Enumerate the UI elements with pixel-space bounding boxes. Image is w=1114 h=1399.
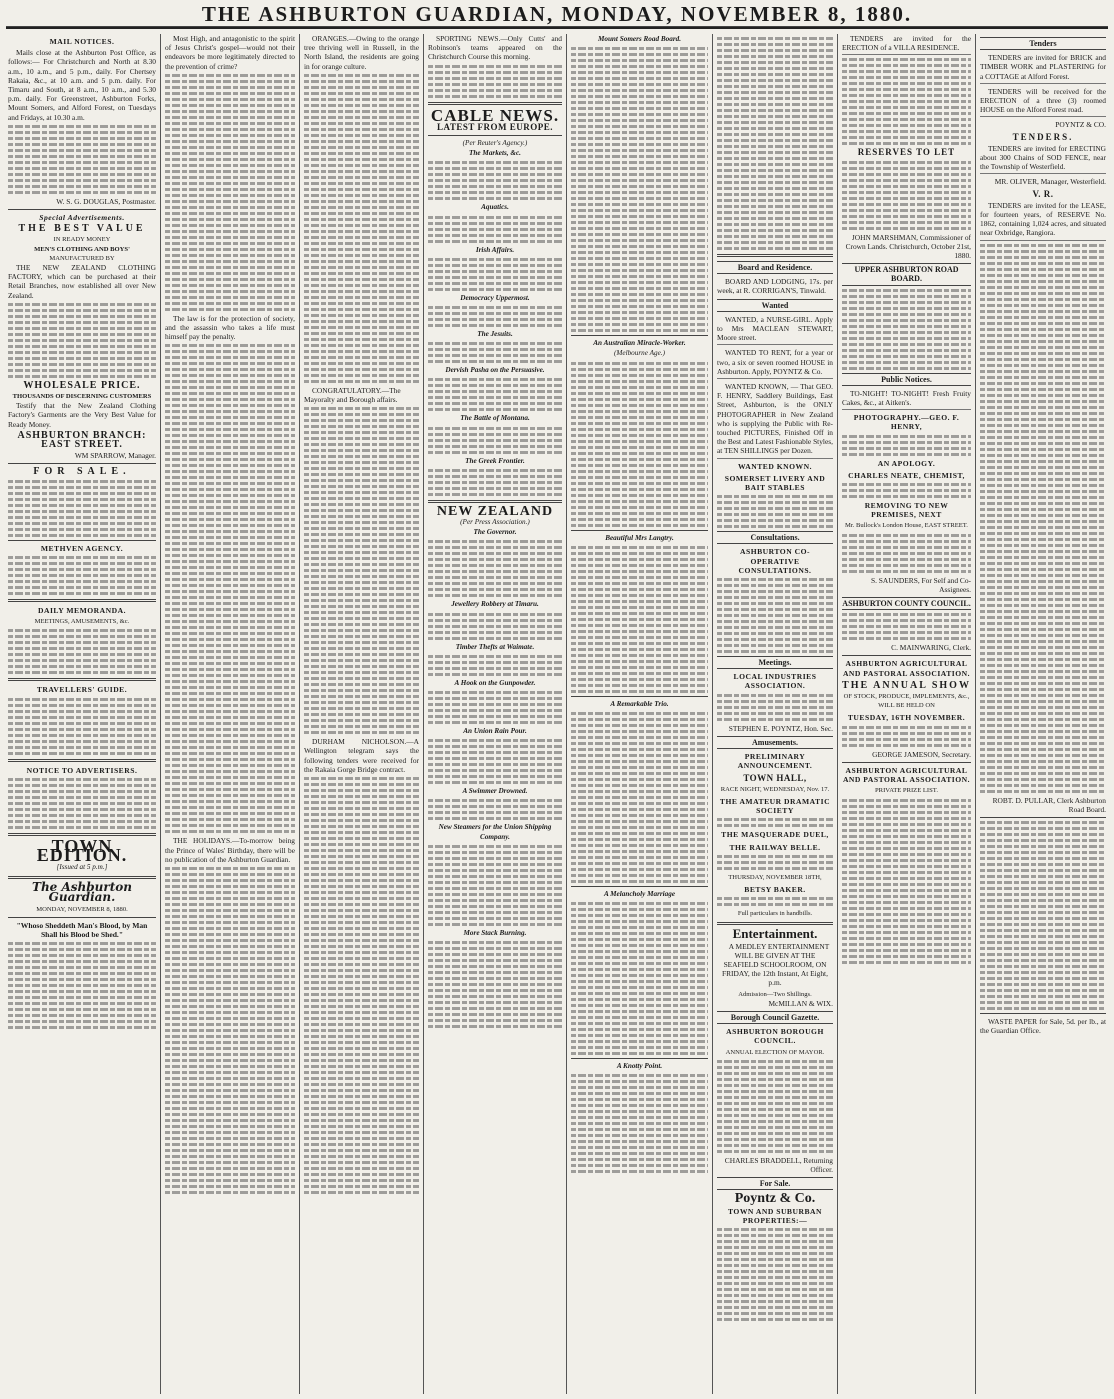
annual-show-heading: THE ANNUAL SHOW <box>842 679 971 691</box>
oliver-signature: MR. OLIVER, Manager, Westerfield. <box>994 177 1106 187</box>
text-block <box>717 818 833 827</box>
text-block <box>571 1074 708 1173</box>
text-block <box>304 777 419 1194</box>
race-night-text: RACE NIGHT, WEDNESDAY, Nov. 17. <box>720 785 830 793</box>
amusements-heading: Amusements. <box>717 736 833 749</box>
reserves-heading: RESERVES TO LET <box>857 147 956 158</box>
travellers-guide-heading: TRAVELLERS' GUIDE. <box>36 685 128 695</box>
special-ads-heading: Special Advertisements. <box>39 213 125 223</box>
county-council-heading: ASHBURTON COUNTY COUNCIL. <box>842 597 971 610</box>
masthead-rule <box>6 26 1108 29</box>
railway-belle-heading: THE RAILWAY BELLE. <box>729 842 821 852</box>
text-block <box>842 289 971 370</box>
mainwaring-signature: C. MAINWARING, Clerk. <box>891 643 971 653</box>
remarkable-trio-heading: A Remarkable Trio. <box>610 699 669 708</box>
town-hall-heading: TOWN HALL, <box>743 772 807 783</box>
text-block <box>842 726 971 747</box>
text-block <box>428 427 562 454</box>
stokes-tender: TENDERS are invited for the ERECTION of a VILLA RESIDENCE. <box>842 34 971 55</box>
text-block <box>8 480 156 537</box>
governor-heading: The Governor. <box>473 528 517 537</box>
tuesday-heading: TUESDAY, 16TH NOVEMBER. <box>847 713 966 723</box>
paper-name: The Ashburton Guardian. <box>32 880 132 904</box>
jewellery-heading: Jewellery Robbery at Timaru. <box>451 600 539 609</box>
board-residence-heading: Board and Residence. <box>717 261 833 274</box>
column-6 <box>712 34 837 1394</box>
agri-association-heading-2: ASHBURTON AGRICULTURAL AND PASTORAL ASSOCIATION. <box>842 765 971 785</box>
leader-heading: "Whoso Sheddeth Man's Blood, by Man Shall his Blood be Shed." <box>16 920 148 940</box>
text-block <box>717 1228 833 1321</box>
wanted-known-henry: WANTED KNOWN, — That GEO. F. HENRY, Saddlery Buildings, East Street, Ashburton, is the ONLY PHOTOGRAPHER in New Zealand who is supplying the Public with Re-touched PICTURES, Finished Off in the Best and Latest Fashionable Styles, at TEN SHILLINGS per Dozen. <box>717 382 833 459</box>
secretary-signature: STEPHEN E. POYNTZ, Hon. Sec. <box>728 723 833 733</box>
text-block <box>8 698 156 755</box>
tenders-bridge-text: DURHAM NICHOLSON.—A Wellington telegram says the following tenders were received for the Rakaia Gorge Bridge contract. <box>304 737 419 774</box>
private-prize-list: PRIVATE PRIZE LIST. <box>875 787 938 795</box>
text-block <box>428 613 562 640</box>
borough-gazette-heading: Borough Council Gazette. <box>717 1011 833 1024</box>
aquatics-heading: Aquatics. <box>481 203 509 212</box>
gunpowder-heading: A Hook on the Gunpowder. <box>454 678 536 687</box>
tenders-heading-2: TENDERS. <box>1012 131 1074 142</box>
text-block <box>717 578 833 653</box>
removing-heading: REMOVING TO NEW PREMISES, NEXT <box>864 501 949 520</box>
masthead <box>0 2 1114 32</box>
oranges-text: ORANGES.—Owing to the orange tree thriving well in Russell, in the North Island, the residents are going in for orange culture. <box>304 34 419 71</box>
text-block <box>428 65 562 98</box>
amateur-heading: THE AMATEUR DRAMATIC SOCIETY <box>719 796 831 816</box>
text-block <box>571 546 708 693</box>
pullar-signature: ROBT. D. PULLAR, Clerk Ashburton Road Board. <box>992 795 1106 814</box>
wanted-known-heading: WANTED KNOWN. <box>737 461 812 471</box>
knotty-point-heading: A Knotty Point. <box>616 1062 663 1071</box>
melbourne-age-note: (Melbourne Age.) <box>614 349 665 358</box>
union-rain-heading: An Union Rain Pour. <box>463 727 527 736</box>
agri-association-heading: ASHBURTON AGRICULTURAL AND PASTORAL ASSOCIATION. <box>842 659 971 678</box>
text-block <box>717 1060 833 1153</box>
town-edition-heading: TOWN EDITION. <box>36 835 128 865</box>
press-association-note: (Per Press Association.) <box>460 518 530 527</box>
testify-text: Testify that the New Zealand Clothing Factory's Garments are the Very Best Value for Ready Money. <box>8 401 156 429</box>
meetings-heading: Meetings. <box>717 656 833 669</box>
dateline: MONDAY, NOVEMBER 8, 1880. <box>36 905 128 913</box>
thursday-text: THURSDAY, NOVEMBER 18TH, <box>728 873 822 881</box>
column-7 <box>837 34 975 1394</box>
montana-heading: The Battle of Montana. <box>460 414 530 423</box>
held-on-text: WILL BE HELD ON <box>878 702 935 710</box>
manager-signature: WM SPARROW, Manager. <box>74 451 156 461</box>
methven-heading: METHVEN AGENCY. <box>40 543 124 553</box>
text-block <box>428 691 562 724</box>
text-block <box>428 845 562 926</box>
wholesale-heading: WHOLESALE PRICE. <box>23 379 141 391</box>
waste-paper-ad: WASTE PAPER for Sale, 5d. per lb., at the Guardian Office. <box>980 1017 1106 1036</box>
text-block <box>304 74 419 383</box>
text-block <box>571 47 708 332</box>
langtry-heading: Beautiful Mrs Langtry. <box>605 533 674 542</box>
tender-sod-fence: TENDERS are invited for ERECTING about 300 Chains of SOD FENCE, near the Township of Westerfield. <box>980 144 1106 175</box>
marshman-signature: JOHN MARSHMAN, Commissioner of Crown Lands. Christchurch, October 21st, 1880. <box>845 232 971 261</box>
saunders-signature: S. SAUNDERS, For Self and Co-Assignees. <box>871 575 971 594</box>
text-block <box>717 37 833 250</box>
text-block <box>165 867 295 1194</box>
betsy-baker-heading: BETSY BAKER. <box>744 884 806 894</box>
clothing-text: MEN'S CLOTHING AND BOYS' <box>34 245 130 253</box>
returning-officer-signature: CHARLES BRADDELL, Returning Officer. <box>724 1155 833 1174</box>
jameson-signature: GEORGE JAMESON, Secretary. <box>872 749 971 759</box>
column-5 <box>566 34 712 1394</box>
text-block <box>428 216 562 243</box>
consultations-heading: Consultations. <box>717 531 833 544</box>
mail-notices-heading: MAIL NOTICES. <box>49 37 115 46</box>
entertainment-heading: Entertainment. <box>732 926 818 942</box>
jesuits-heading: The Jesuits. <box>477 330 513 339</box>
local-industries-heading: LOCAL INDUSTRIES ASSOCIATION. <box>733 672 817 691</box>
text-block <box>428 161 562 200</box>
text-block <box>8 303 156 378</box>
wanted-nurse-girl: WANTED, a NURSE-GIRL. Apply to Mrs MACLEAN STEWART, Moore street. <box>717 315 833 346</box>
text-block <box>428 378 562 411</box>
poyntz-heading: Poyntz & Co. <box>734 1191 816 1207</box>
tender-house: TENDERS will be received for the ERECTION of a three (3) roomed HOUSE on the Alford Forest road. <box>980 87 1106 118</box>
wanted-heading: Wanted <box>717 299 833 312</box>
leader-text-b: The law is for the protection of society, and the assassin who takes a life must himself pay the penalty. <box>165 313 295 342</box>
text-block <box>980 244 1106 793</box>
text-block <box>571 362 708 527</box>
text-block <box>980 821 1106 1010</box>
text-block <box>8 556 156 595</box>
mcmillan-signature: McMILLAN & WIX. <box>768 998 833 1008</box>
livery-heading: SOMERSET LIVERY AND BAIT STABLES <box>724 473 826 493</box>
branch-heading: ASHBURTON BRANCH: EAST STREET. <box>17 429 147 451</box>
drowned-heading: A Swimmer Drowned. <box>462 787 528 796</box>
text-block <box>8 778 156 829</box>
text-block <box>8 629 156 674</box>
text-block <box>428 739 562 784</box>
duel-heading: THE MASQUERADE DUEL, <box>721 830 829 840</box>
text-block <box>428 655 562 676</box>
poyntz-signature: POYNTZ & CO. <box>1055 120 1106 130</box>
steamers-heading: New Steamers for the Union Shipping Company. <box>438 823 552 841</box>
text-block <box>842 534 971 573</box>
for-sale-heading: FOR SALE. <box>33 466 131 478</box>
latest-from-europe: LATEST FROM EUROPE. <box>437 121 553 132</box>
irish-affairs-heading: Irish Affairs. <box>475 245 515 254</box>
best-value-heading: THE BEST VALUE <box>18 223 146 235</box>
notice-advertisers-heading: NOTICE TO ADVERTISERS. <box>26 765 138 775</box>
leader-text-a: Most High, and antagonistic to the spirit of Jesus Christ's gospel—would not their endeavors be more legitimately directed to the prevention of crime? <box>165 34 295 71</box>
shop-text: Mr. Bullock's London House, EAST STREET. <box>845 522 968 530</box>
daily-memoranda-heading: DAILY MEMORANDA. <box>37 605 126 615</box>
tender-lease: TENDERS are invited for the LEASE, for fourteen years, of RESERVE No. 1862, containing 1,024 acres, and situated near Oxbridge, Rangiora. <box>980 201 1106 241</box>
mount-somers-heading: Mount Somers Road Board. <box>597 35 682 43</box>
new-zealand-heading: NEW ZEALAND <box>436 503 554 519</box>
mail-notices-text: Mails close at the Ashburton Post Office, as follows:— For Christchurch and North at 8.30 a.m., 10 a.m., and 5 p.m., daily. For Chertsey Rakaia, &c., at 10 a.m. and 5 p.m. daily. For Timaru and South, at 8 a.m., 10 a.m., and 5.30 p.m. daily. For Greenstreet, Ashburton Forks, Mount Somers, and Alford Forest, on Tuesdays and Fridays, at 10.30 a.m. <box>8 48 156 122</box>
vr-heading: V. R. <box>1032 188 1054 199</box>
column-3 <box>299 34 423 1394</box>
text-block <box>842 613 971 640</box>
text-block <box>842 799 971 964</box>
wanted-to-rent: WANTED TO RENT, for a year or two, a six or seven roomed HOUSE in Ashburton. Apply, POYNTZ & Co. <box>717 348 833 379</box>
upper-ashburton-heading: UPPER ASHBURTON ROAD BOARD. <box>842 263 971 285</box>
text-block <box>165 74 295 311</box>
text-block <box>428 941 562 1028</box>
text-block <box>8 942 156 1029</box>
stack-burning-heading: More Stack Burning. <box>463 928 527 937</box>
town-suburban-heading: TOWN AND SUBURBAN PROPERTIES:— <box>727 1206 822 1225</box>
stock-text: OF STOCK, PRODUCE, IMPLEMENTS, &c., <box>843 693 970 701</box>
miracle-worker-heading: An Australian Miracle-Worker. <box>593 339 686 348</box>
text-block <box>428 258 562 291</box>
issued-note: [Issued at 5 p.m.] <box>56 863 108 872</box>
text-block <box>571 902 708 1055</box>
melancholy-marriage-heading: A Melancholy Marriage <box>603 890 676 899</box>
text-block <box>165 344 295 833</box>
text-block <box>428 540 562 597</box>
congratulatory-text: CONGRATULATORY.—The Mayoralty and Borough affairs. <box>304 385 401 405</box>
column-1 <box>4 34 160 1394</box>
admission-text: Admission—Two Shillings. <box>738 990 812 998</box>
text-block <box>717 495 833 528</box>
text-block <box>842 161 971 230</box>
medley-text: A MEDLEY ENTERTAINMENT WILL BE GIVEN AT THE SEAFIELD SCHOOLROOM, ON FRIDAY, the 12th Instant, At Eight, p.m. <box>722 941 830 988</box>
tonight-ad: TO-NIGHT! TO-NIGHT! Fresh Fruity Cakes, &c., at Aitken's. <box>842 389 971 410</box>
full-particulars: Full particulars in handbills. <box>737 910 813 918</box>
preliminary-heading: PRELIMINARY ANNOUNCEMENT. <box>737 752 813 771</box>
holidays-text: THE HOLIDAYS.—To-morrow being the Prince of Wales' Birthday, there will be no publication of the Ashburton Guardian. <box>165 836 295 864</box>
public-notices-heading: Public Notices. <box>842 373 971 386</box>
text-block <box>842 58 971 145</box>
tender-cottage: TENDERS are invited for BRICK and TIMBER WORK and PLASTERING for a COTTAGE at Alford Forest. <box>980 53 1106 84</box>
manufactured-text: MANUFACTURED BY <box>49 254 115 262</box>
photography-heading: PHOTOGRAPHY.—GEO. F. HENRY, <box>853 413 960 432</box>
board-text: BOARD AND LODGING, 17s. per week, at R. CORRIGAN'S, Tinwald. <box>717 277 833 296</box>
factory-text: THE NEW ZEALAND CLOTHING FACTORY, which can be purchased at their Retail Branches, now established all over New Zealand. <box>8 263 156 300</box>
text-block <box>428 469 562 496</box>
column-4 <box>423 34 566 1394</box>
postmaster-signature: W. S. G. DOUGLAS, Postmaster. <box>56 196 156 206</box>
tenders-heading: Tenders <box>980 37 1106 50</box>
ready-money-text: IN READY MONEY <box>53 236 111 244</box>
markets-heading: The Markets, &c. <box>469 149 521 158</box>
text-block <box>717 694 833 721</box>
text-block <box>428 799 562 820</box>
text-block <box>842 483 971 498</box>
column-2 <box>160 34 299 1394</box>
text-block <box>428 306 562 327</box>
greek-frontier-heading: The Greek Frontier. <box>465 456 525 465</box>
text-block <box>304 407 419 734</box>
coop-heading: ASHBURTON CO-OPERATIVE CONSULTATIONS. <box>738 547 812 575</box>
text-block <box>428 342 562 363</box>
timber-heading: Timber Thefts at Waimate. <box>455 642 535 651</box>
text-block <box>717 897 833 906</box>
reuters-note: (Per Reuter's Agency.) <box>462 139 528 148</box>
borough-council-heading: ASHBURTON BOROUGH COUNCIL. <box>726 1027 824 1046</box>
for-sale-heading: For Sale. <box>717 1177 833 1190</box>
text-block <box>717 855 833 870</box>
election-heading: ANNUAL ELECTION OF MAYOR. <box>725 1048 825 1056</box>
cable-news-heading: CABLE NEWS. <box>430 105 560 125</box>
apology-heading: AN APOLOGY. <box>877 458 936 468</box>
masthead-title: THE ASHBURTON GUARDIAN, MONDAY, NOVEMBER 8, 1880. <box>201 2 913 26</box>
dervish-heading: Dervish Pasha on the Persuasive. <box>445 366 545 375</box>
democracy-heading: Democracy Uppermost. <box>460 293 530 302</box>
text-block <box>8 125 156 194</box>
column-8 <box>975 34 1110 1394</box>
daily-memoranda-sub: MEETINGS, AMUSEMENTS, &c. <box>34 618 130 626</box>
text-block <box>842 435 971 456</box>
sporting-news-text: SPORTING NEWS.—Only Cutts' and Robinson's teams appeared on the Christchurch Course this morning. <box>428 34 562 62</box>
neate-heading: CHARLES NEATE, CHEMIST, <box>848 470 965 480</box>
thousands-heading: THOUSANDS OF DISCERNING CUSTOMERS <box>12 393 152 401</box>
text-block <box>571 712 708 883</box>
